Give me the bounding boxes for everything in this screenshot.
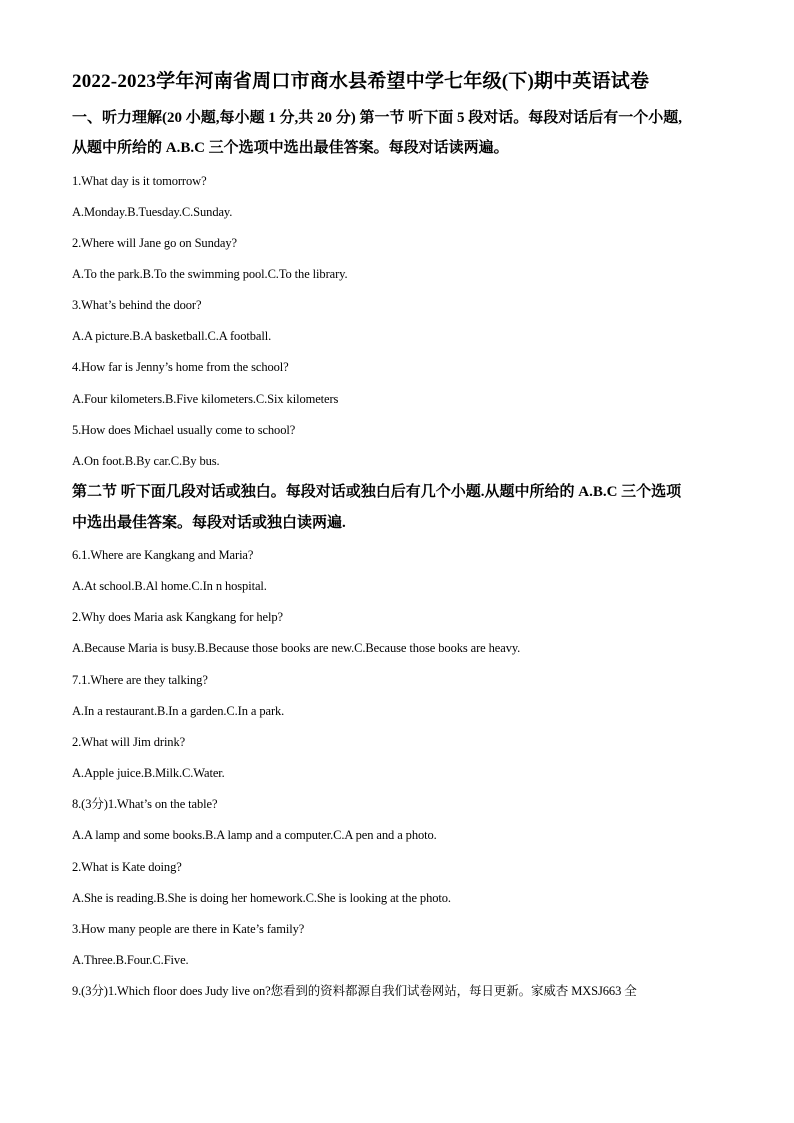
question-line: 6.1.Where are Kangkang and Maria? — [72, 548, 254, 562]
question-line: 1.What day is it tomorrow? — [72, 174, 207, 188]
page-title: 2022-2023学年河南省周口市商水县希望中学七年级(下)期中英语试卷 — [72, 71, 650, 92]
section-1-heading-line-2: 从题中所给的 A.B.C 三个选项中选出最佳答案。每段对话读两遍。 — [72, 140, 509, 156]
question-line: 2.Why does Maria ask Kangkang for help? — [72, 610, 283, 624]
answer-options-line: A.Three.B.Four.C.Five. — [72, 953, 189, 967]
question-line: 2.Where will Jane go on Sunday? — [72, 236, 237, 250]
answer-options-line: A.Monday.B.Tuesday.C.Sunday. — [72, 205, 233, 219]
answer-options-line: A.She is reading.B.She is doing her homework.C.She is looking at the photo. — [72, 891, 451, 905]
answer-options-line: A.A lamp and some books.B.A lamp and a computer.C.A pen and a photo. — [72, 828, 437, 842]
answer-options-line: A.A picture.B.A basketball.C.A football. — [72, 329, 272, 343]
section-1-heading-line-1: 一、听力理解(20 小题,每小题 1 分,共 20 分) 第一节 听下面 5 段对话。每段对话后有一个小题, — [72, 110, 682, 126]
question-line: 2.What is Kate doing? — [72, 860, 182, 874]
question-line: 3.What’s behind the door? — [72, 298, 202, 312]
question-line: 4.How far is Jenny’s home from the school? — [72, 360, 289, 374]
answer-options-line: A.On foot.B.By car.C.By bus. — [72, 454, 220, 468]
question-line: 5.How does Michael usually come to school? — [72, 423, 296, 437]
answer-options-line: A.To the park.B.To the swimming pool.C.To the library. — [72, 267, 348, 281]
question-line: 3.How many people are there in Kate’s family? — [72, 922, 305, 936]
answer-options-line: A.In a restaurant.B.In a garden.C.In a park. — [72, 704, 285, 718]
question-line: 8.(3分)1.What’s on the table? — [72, 797, 218, 811]
section-2-heading-line-1: 第二节 听下面几段对话或独白。每段对话或独白后有几个小题.从题中所给的 A.B.C 三个选项 — [72, 484, 682, 500]
question-line: 7.1.Where are they talking? — [72, 673, 208, 687]
answer-options-line: A.Apple juice.B.Milk.C.Water. — [72, 766, 225, 780]
answer-options-line: A.Four kilometers.B.Five kilometers.C.Six kilometers — [72, 392, 339, 406]
answer-options-line: A.Because Maria is busy.B.Because those books are new.C.Because those books are heavy. — [72, 641, 521, 655]
question-line: 9.(3分)1.Which floor does Judy live on?您看到的资料都源自我们试卷网站，每日更新。家威杏 MXSJ663 全 — [72, 984, 637, 998]
section-2-heading-line-2: 中选出最佳答案。每段对话或独白读两遍. — [72, 515, 346, 531]
question-line: 2.What will Jim drink? — [72, 735, 186, 749]
answer-options-line: A.At school.B.Al home.C.In n hospital. — [72, 579, 267, 593]
